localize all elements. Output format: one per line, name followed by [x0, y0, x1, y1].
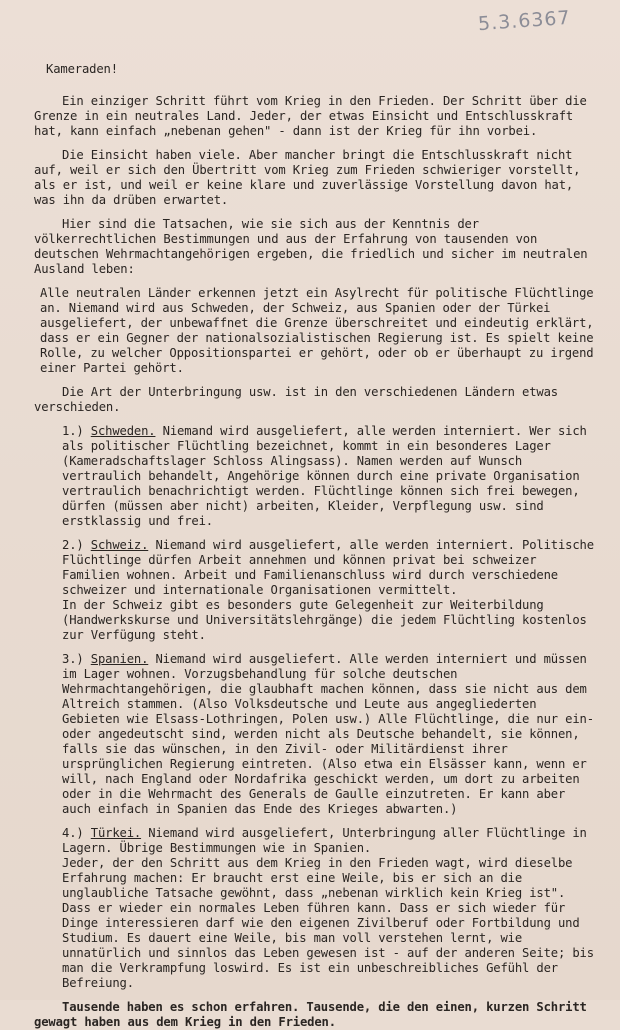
country-text: Niemand wird ausgeliefert, alle werden interniert. Politische Flüchtlinge dürfen Arbeit annehmen und können privat bei schweizer Familien wohnen. Arbeit und Familienanschluss wird durch verschiedene schweizer und internationale Organisationen vermittelt.: [62, 538, 594, 597]
letter-body: [34, 62, 594, 1030]
closing-statement: Tausende haben es schon erfahren. Tausende, die den einen, kurzen Schritt gewagt haben aus dem Krieg in den Frieden.: [34, 1000, 587, 1029]
country-section-turkey: [62, 826, 594, 991]
country-number: 3.): [62, 652, 84, 666]
asylum-statement: Alle neutralen Länder erkennen jetzt ein Asylrecht für politische Flüchtlinge an. Niemand wird aus Schweden, der Schweiz, aus Spanien oder der Türkei ausgeliefert, der unbewaffnet die Grenze überschreitet und eindeutig erklärt, dass er ein Gegner der nationalsozialistischen Regierung ist. Es spielt keine Rolle, zu welcher Oppositionspartei er gehört, oder ob er überhaupt zu irgend einer Partei gehört.: [40, 286, 594, 375]
country-section-switzerland: [62, 538, 594, 643]
country-text: Niemand wird ausgeliefert. Alle werden interniert und müssen im Lager wohnen. Vorzugsbehandlung für solche deutschen Wehrmachtangehörigen, die glaubhaft machen können, dass sie nicht aus dem Altreich stammen. (Also Volksdeutsche und Leute aus angegliederten Gebieten wie Elsass-Lothringen, Polen usw.) Alle Flüchtlinge, die nur ein- oder angedeutscht sind, werden nicht als Deutsche behandelt, sie können, falls sie das wünschen, in den Zivil- oder Militärdienst ihrer ursprünglichen Regierung eintreten. (Also etwa ein Elsässer kann, wenn er will, nach England oder Nordafrika geschickt werden, um dort zu arbeiten oder in die Wehrmacht des Generals de Gaulle einzutreten. Er kann aber auch einfach in Spanien das Ende des Krieges abwarten.): [62, 652, 594, 816]
archive-number: 5.3.6367: [477, 6, 572, 36]
country-section-sweden: [62, 424, 594, 529]
country-number: 2.): [62, 538, 84, 552]
country-text: Niemand wird ausgeliefert, alle werden interniert. Wer sich als politischer Flüchtling bezeichnet, kommt in ein besonderes Lager (Kameradschaftslager Schloss Alingsass). Namen werden auf Wunsch vertraulich behandelt, Angehörige können durch eine private Organisation vertraulich benachrichtigt werden. Flüchtlinge können sich frei bewegen, dürfen (müssen aber nicht) arbeiten, Kleider, Verpflegung usw. sind erstklassig und frei.: [62, 424, 587, 528]
variation-note: Die Art der Unterbringung usw. ist in den verschiedenen Ländern etwas verschieden.: [34, 385, 558, 414]
country-text: Niemand wird ausgeliefert, Unterbringung aller Flüchtlinge in Lagern. Übrige Bestimmungen wie in Spanien.: [62, 826, 587, 855]
country-name: Schweden.: [90, 424, 156, 438]
country-section-spain: [62, 652, 594, 817]
country-number: 1.): [62, 424, 84, 438]
intro-paragraph-3: Hier sind die Tatsachen, wie sie sich aus der Kenntnis der völkerrechtlichen Bestimmungen und aus der Erfahrung von tausenden von deutschen Wehrmachtangehörigen ergeben, die friedlich und sicher im neutralen Ausland leben:: [34, 217, 588, 276]
intro-paragraph-2: Die Einsicht haben viele. Aber mancher bringt die Entschlusskraft nicht auf, weil er sich den Übertritt vom Krieg zum Frieden schwieriger vorstellt, als er ist, und weil er keine klare und zuverlässige Vorstellung davon hat, was ihn da drüben erwartet.: [34, 148, 581, 207]
country-extra: In der Schweiz gibt es besonders gute Gelegenheit zur Weiterbildung (Handwerkskurse und Universitätslehrgänge) die jedem Flüchtling kostenlos zur Verfügung steht.: [62, 598, 587, 642]
country-name: Türkei.: [90, 826, 142, 840]
intro-paragraph-1: Ein einziger Schritt führt vom Krieg in den Frieden. Der Schritt über die Grenze in ein neutrales Land. Jeder, der etwas Einsicht und Entschlusskraft hat, kann einfach „nebenan gehen" - dann ist der Krieg für ihn vorbei.: [34, 94, 587, 138]
country-number: 4.): [62, 826, 84, 840]
greeting: Kameraden!: [46, 62, 118, 76]
country-name: Schweiz.: [90, 538, 149, 552]
country-name: Spanien.: [90, 652, 149, 666]
country-extra: Jeder, der den Schritt aus dem Krieg in den Frieden wagt, wird dieselbe Erfahrung machen: Er braucht erst eine Weile, bis er sich an die unglaubliche Tatsache gewöhnt, dass „nebenan wirklich kein Krieg ist". Dass er wieder ein normales Leben führen kann. Dass er sich wieder für Dinge interessieren darf wie den eigenen Zivilberuf oder Fortbildung und Studium. Es dauert eine Weile, bis man voll verstehen lernt, wie unnatürlich und sinnlos das Leben gewesen ist - auf der anderen Seite; bis man die Verkrampfung loswird. Es ist ein unbeschreibliches Gefühl der Befreiung.: [62, 856, 594, 990]
